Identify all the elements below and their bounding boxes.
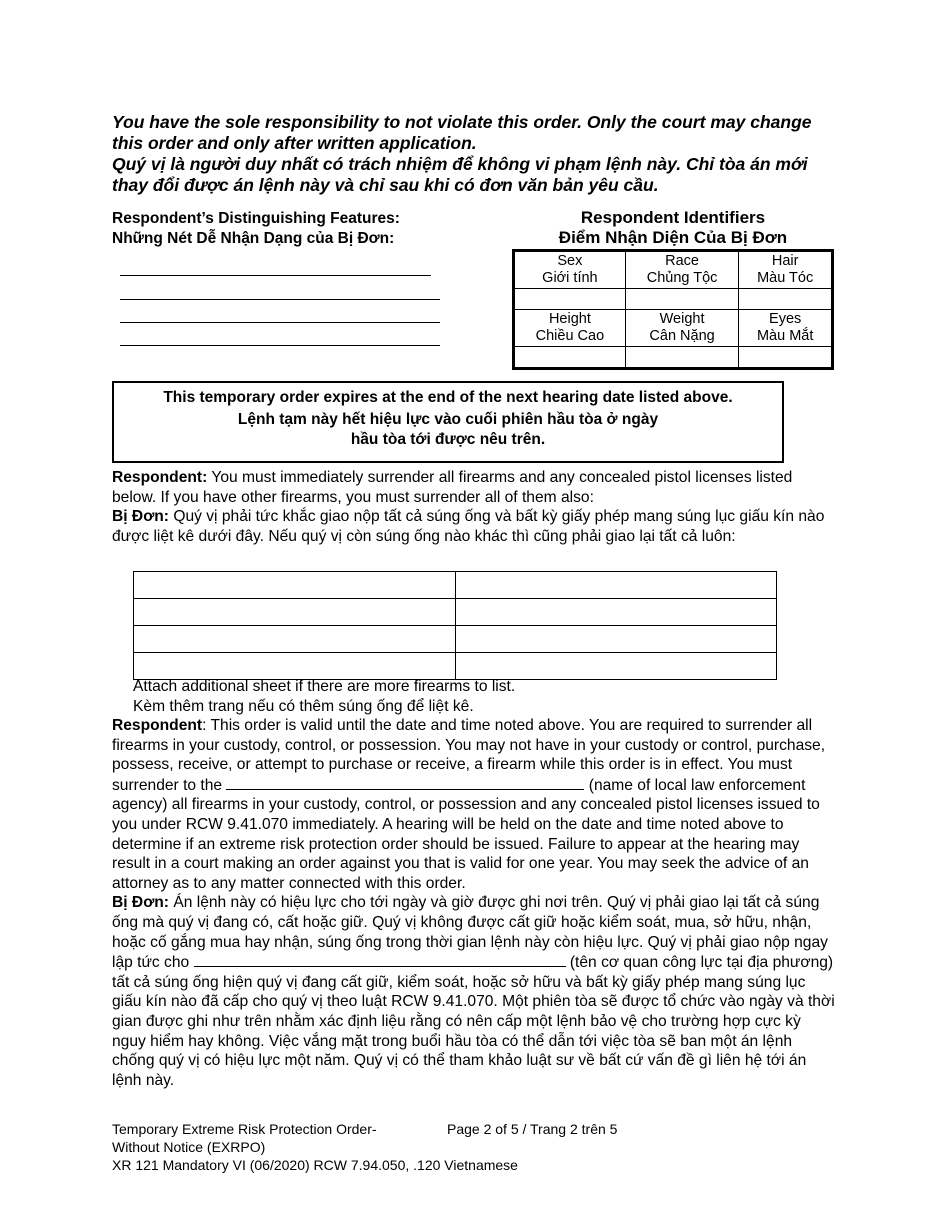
sex-header: Sex Giới tính	[514, 251, 626, 289]
validity-text-en-1: : This order is valid until the date and time noted above. You are required to surrender all firearms in your custody, control, or possession. You may not have in your custody or control, purchase, possess, receive, or attempt to purchase or receive, a firearm while this order is in effect. You must surrender to the	[112, 717, 826, 794]
identifiers-title-en: Respondent Identifiers	[580, 208, 766, 227]
weight-header: Weight Cân Nặng	[625, 310, 739, 347]
firearm-cell[interactable]	[455, 599, 777, 626]
surrender-label-en: Respondent:	[112, 469, 208, 486]
validity-vi	[112, 893, 837, 1090]
firearms-table	[133, 571, 777, 680]
expiration-en: This temporary order expires at the end of the next hearing date listed above.	[163, 389, 733, 406]
firearm-cell[interactable]	[455, 626, 777, 653]
sex-field[interactable]	[514, 289, 626, 310]
firearm-cell[interactable]	[455, 653, 777, 680]
expiration-vi: Lệnh tạm này hết hiệu lực vào cuối phiên hầu tòa ở ngày hầu tòa tới được nêu trên.	[237, 411, 659, 448]
features-label-en: Respondent’s Distinguishing Features:	[112, 210, 400, 227]
height-field[interactable]	[514, 347, 626, 369]
distinguishing-features	[112, 209, 472, 249]
firearm-cell[interactable]	[134, 626, 456, 653]
surrender-en	[112, 468, 837, 507]
features-line-1[interactable]	[120, 275, 431, 276]
validity-section	[112, 716, 837, 1090]
identifiers-value-row-1	[514, 289, 833, 310]
identifiers-value-row-2	[514, 347, 833, 369]
firearm-cell[interactable]	[455, 572, 777, 599]
features-line-3[interactable]	[120, 322, 440, 323]
surrender-text-en: You must immediately surrender all firearms and any concealed pistol licenses listed below. If you have other firearms, you must surrender all of them also:	[112, 469, 793, 506]
firearm-cell[interactable]	[134, 572, 456, 599]
expiration-box	[112, 381, 784, 463]
firearm-cell[interactable]	[134, 653, 456, 680]
warning-notice	[112, 112, 842, 196]
eyes-header: Eyes Màu Mắt	[739, 310, 833, 347]
surrender-label-vi: Bị Đơn:	[112, 508, 169, 526]
race-header: Race Chủng Tộc	[625, 251, 739, 289]
validity-en	[112, 716, 837, 893]
surrender-text-vi: Quý vị phải tức khắc giao nộp tất cả súng ống và bất kỳ giấy phép mang súng lục giấu kín nào được liệt kê dưới đây. Nếu quý vị còn súng ống nào khác thì cũng phải giao lại tất cả luôn:	[112, 508, 825, 545]
footer-line-3: XR 121 Mandatory VI (06/2020) RCW 7.94.050, .120 Vietnamese	[112, 1157, 518, 1173]
identifiers-header-row-2	[514, 310, 833, 347]
features-line-4[interactable]	[120, 345, 440, 346]
identifiers-header-row-1	[514, 251, 833, 289]
validity-text-vi-2: (tên cơ quan công lực tại địa phương) tất cả súng ống hiện quý vị đang cất giữ, kiểm soát, hoặc sở hữu và bất kỳ giấy phép mang súng lục giấu kín nào đã cấp cho quý vị theo luật RCW 9.41.070. Một phiên tòa sẽ được tổ chức vào ngày và thời gian được ghi như trên nhằm xác định liệu rằng có nên cấp một lệnh bảo vệ cho trường hợp cực kỳ nguy hiểm hay không. Việc vắng mặt trong buổi hầu tòa có thể dẫn tới việc tòa sẽ ban một án lệnh chống quý vị có hiệu lực một năm. Quý vị có thể tham khảo luật sư về bất cứ vấn đề gì liên hệ tới án lệnh này.	[112, 954, 835, 1089]
warning-en: You have the sole responsibility to not violate this order. Only the court may change this order and only after written application.	[112, 112, 812, 153]
firearms-row	[134, 572, 777, 599]
attach-en: Attach additional sheet if there are more firearms to list.	[133, 678, 516, 695]
agency-blank-en[interactable]	[226, 775, 584, 790]
firearms-row	[134, 599, 777, 626]
identifiers-table	[512, 249, 834, 370]
surrender-vi	[112, 507, 837, 546]
validity-text-vi-1: Án lệnh này có hiệu lực cho tới ngày và giờ được ghi nơi trên. Quý vị phải giao lại tất cả súng ống mà quý vị đang có, cất hoặc giữ. Quý vị không được cất giữ hoặc kiểm soát, mua, sở hữu, nhận, hoặc cố gắng mua hay nhận, súng ống trong thời gian lệnh này còn hiệu lực. Quý vị phải giao nộp ngay lập tức cho	[112, 894, 828, 972]
height-header: Height Chiều Cao	[514, 310, 626, 347]
features-line-2[interactable]	[120, 299, 440, 300]
attach-note	[133, 677, 515, 716]
surrender-section	[112, 468, 837, 546]
eyes-field[interactable]	[739, 347, 833, 369]
race-field[interactable]	[625, 289, 739, 310]
validity-label-en: Respondent	[112, 717, 203, 734]
identifiers-title-vi: Điểm Nhận Diện Của Bị Đơn	[558, 228, 788, 247]
footer-line-2: Without Notice (EXRPO)	[112, 1139, 266, 1155]
weight-field[interactable]	[625, 347, 739, 369]
firearms-row	[134, 626, 777, 653]
validity-label-vi: Bị Đơn:	[112, 894, 169, 912]
identifiers-title	[512, 208, 834, 248]
agency-blank-vi[interactable]	[194, 952, 566, 967]
hair-header: Hair Màu Tóc	[739, 251, 833, 289]
footer-line-1: Temporary Extreme Risk Protection Order-	[112, 1121, 377, 1137]
firearms-row	[134, 653, 777, 680]
hair-field[interactable]	[739, 289, 833, 310]
attach-vi: Kèm thêm trang nếu có thêm súng ống để liệt kê.	[133, 697, 474, 715]
warning-vi: Quý vị là người duy nhất có trách nhiệm để không vi phạm lệnh này. Chỉ tòa án mới thay đổi được án lệnh này và chỉ sau khi có đơn văn bản yêu cầu.	[112, 154, 808, 195]
validity-text-en-2: (name of local law enforcement agency) all firearms in your custody, control, or possession and any concealed pistol licenses issued to you under RCW 9.41.070 immediately. A hearing will be held on the date and time noted above to determine if an extreme risk protection order should be issued. Failure to appear at the hearing may result in a court making an order against you that is valid for one year. You may seek the advice of an attorney as to any matter connected with this order.	[112, 776, 820, 892]
page-number: Page 2 of 5 / Trang 2 trên 5	[447, 1121, 618, 1137]
features-label-vi: Những Nét Dễ Nhận Dạng của Bị Đơn:	[112, 230, 395, 247]
firearm-cell[interactable]	[134, 599, 456, 626]
